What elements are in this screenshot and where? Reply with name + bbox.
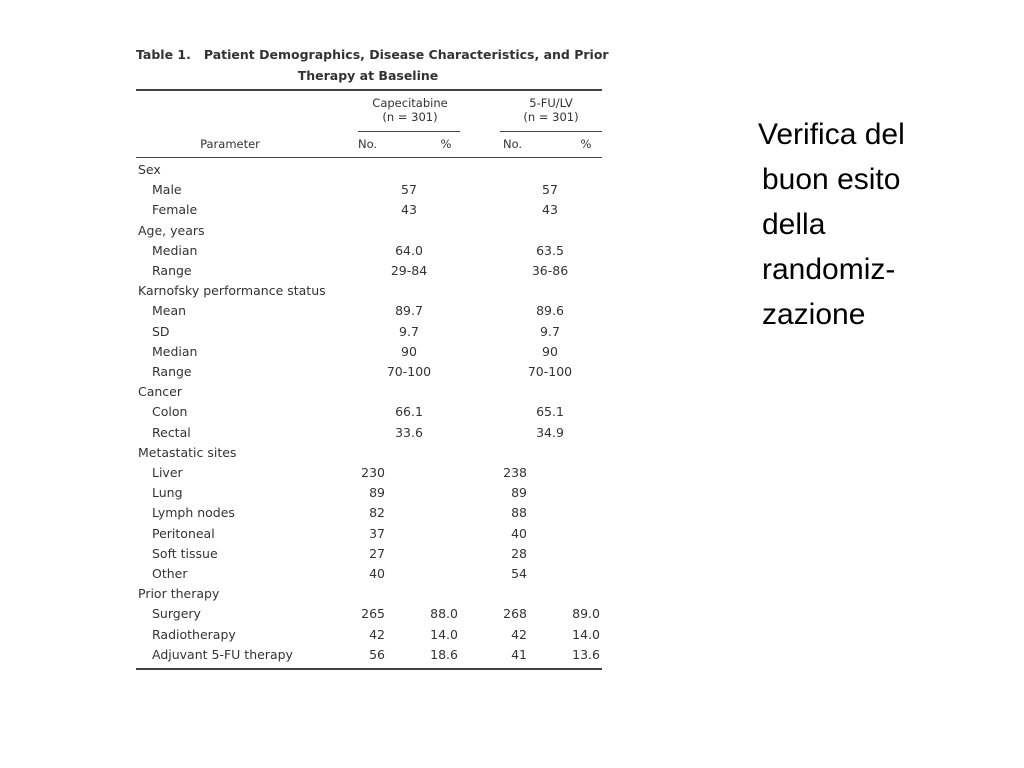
row-label: Rectal xyxy=(152,424,191,440)
cell-capecitabine: 29-84 xyxy=(390,263,428,278)
cell-5fu: 65.1 xyxy=(536,404,564,420)
group-n: (n = 301) xyxy=(523,110,579,124)
col-pct-5fu: % xyxy=(580,137,592,151)
cell-5fu-pct: 13.6 xyxy=(572,646,600,662)
cell-capecitabine-pct: 18.6 xyxy=(430,646,458,662)
table-row xyxy=(136,241,602,261)
table-section-row xyxy=(136,281,602,301)
cell-5fu-pct: 89.0 xyxy=(572,606,600,622)
group-n: (n = 301) xyxy=(382,110,438,124)
row-label: Male xyxy=(152,182,182,198)
table-section-row xyxy=(136,584,602,604)
table-row xyxy=(136,625,602,645)
cell-5fu: 43 xyxy=(542,202,558,218)
cell-5fu-no: 238 xyxy=(503,465,527,480)
cell-5fu: 57 xyxy=(542,182,558,198)
cell-5fu-pct: 14.0 xyxy=(572,626,600,642)
table-row xyxy=(136,342,602,362)
title-line-2: Therapy at Baseline xyxy=(297,68,439,83)
cell-5fu-no: 40 xyxy=(511,525,527,541)
row-label: Female xyxy=(152,202,198,218)
cell-capecitabine-no: 27 xyxy=(369,545,385,561)
cell-capecitabine: 66.1 xyxy=(395,404,423,420)
cell-5fu: 34.9 xyxy=(536,424,564,440)
col-no-capecitabine: No. xyxy=(358,137,378,151)
table-row xyxy=(136,200,602,220)
side-line: randomiz- xyxy=(762,253,896,286)
table-row xyxy=(136,362,602,382)
side-line: zazione xyxy=(762,298,866,331)
cell-5fu-no: 28 xyxy=(511,545,527,561)
row-label: Surgery xyxy=(152,606,201,622)
table-row xyxy=(136,604,602,624)
table-row xyxy=(136,322,602,342)
col-parameter: Parameter xyxy=(200,137,260,151)
cell-5fu: 36-86 xyxy=(531,263,569,278)
cell-capecitabine: 64.0 xyxy=(395,242,423,258)
side-line: buon esito xyxy=(762,163,901,196)
side-line: Verifica del xyxy=(758,118,905,151)
cell-capecitabine: 43 xyxy=(401,202,417,218)
cell-5fu: 90 xyxy=(542,343,558,359)
cell-capecitabine-no: 89 xyxy=(369,485,385,501)
cell-capecitabine-no: 230 xyxy=(361,465,385,480)
row-label: Lung xyxy=(152,485,183,501)
row-label: Prior therapy xyxy=(138,586,220,602)
row-label: SD xyxy=(152,323,170,339)
cell-capecitabine-no: 42 xyxy=(369,626,385,642)
table-row xyxy=(136,463,602,483)
group-rule-capecitabine xyxy=(358,131,460,132)
row-label: Age, years xyxy=(138,222,205,238)
row-label: Peritoneal xyxy=(152,525,215,541)
group-header-capecitabine xyxy=(345,96,475,124)
col-no-5fu: No. xyxy=(503,137,523,151)
cell-5fu-no: 88 xyxy=(511,505,527,521)
table-row xyxy=(136,503,602,523)
table-row xyxy=(136,423,602,443)
cell-capecitabine-no: 265 xyxy=(361,606,385,622)
cell-5fu-no: 41 xyxy=(511,646,527,662)
table-title xyxy=(136,44,609,86)
cell-5fu: 63.5 xyxy=(536,242,564,258)
table-row xyxy=(136,524,602,544)
row-label: Metastatic sites xyxy=(138,444,237,460)
table-section-row xyxy=(136,443,602,463)
table-row xyxy=(136,483,602,503)
table-row xyxy=(136,261,602,281)
cell-5fu: 9.7 xyxy=(540,323,560,339)
row-label: Range xyxy=(152,263,192,278)
row-label: Other xyxy=(152,566,188,581)
group-name: Capecitabine xyxy=(372,96,448,110)
col-pct-capecitabine: % xyxy=(440,137,452,151)
cell-capecitabine-no: 40 xyxy=(369,566,385,581)
table-row xyxy=(136,564,602,584)
row-label: Colon xyxy=(152,404,188,420)
cell-5fu-no: 54 xyxy=(511,566,527,581)
cell-capecitabine: 33.6 xyxy=(395,424,423,440)
table-row xyxy=(136,645,602,665)
cell-capecitabine-no: 82 xyxy=(369,505,385,521)
cell-capecitabine: 70-100 xyxy=(386,364,432,379)
side-line: della xyxy=(762,208,826,241)
table-section-row xyxy=(136,221,602,241)
row-label: Adjuvant 5-FU therapy xyxy=(152,646,293,662)
row-label: Lymph nodes xyxy=(152,505,235,521)
cell-capecitabine: 9.7 xyxy=(399,323,419,339)
table-section-row xyxy=(136,160,602,180)
table-row xyxy=(136,301,602,321)
row-label: Range xyxy=(152,364,192,379)
row-label: Karnofsky performance status xyxy=(138,283,326,299)
bottom-rule xyxy=(136,668,602,670)
row-label: Mean xyxy=(152,303,187,319)
row-label: Cancer xyxy=(138,384,183,400)
table-row xyxy=(136,180,602,200)
cell-capecitabine-pct: 14.0 xyxy=(430,626,458,642)
cell-capecitabine-no: 56 xyxy=(369,646,385,662)
top-rule xyxy=(136,89,602,91)
cell-5fu-no: 42 xyxy=(511,626,527,642)
group-name: 5-FU/LV xyxy=(529,96,573,110)
group-header-5fu xyxy=(500,96,602,124)
row-label: Soft tissue xyxy=(152,545,218,561)
table-row xyxy=(136,402,602,422)
table-section-row xyxy=(136,382,602,402)
row-label: Median xyxy=(152,242,198,258)
side-note xyxy=(758,112,998,337)
cell-capecitabine-no: 37 xyxy=(369,525,385,541)
cell-5fu: 70-100 xyxy=(527,364,573,379)
header-rule xyxy=(136,157,602,158)
row-label: Radiotherapy xyxy=(152,626,236,642)
cell-capecitabine: 89.7 xyxy=(395,303,423,319)
row-label: Median xyxy=(152,343,198,359)
cell-capecitabine: 90 xyxy=(401,343,417,359)
cell-capecitabine: 57 xyxy=(401,182,417,198)
cell-5fu-no: 268 xyxy=(503,606,527,622)
row-label: Liver xyxy=(152,465,183,480)
row-label: Sex xyxy=(138,162,161,177)
cell-5fu-no: 89 xyxy=(511,485,527,501)
group-rule-5fu xyxy=(500,131,602,132)
cell-5fu: 89.6 xyxy=(536,303,564,319)
cell-capecitabine-pct: 88.0 xyxy=(430,606,458,622)
title-line-1: Table 1. Patient Demographics, Disease Characteristics, and Prior xyxy=(136,47,609,62)
table-row xyxy=(136,544,602,564)
